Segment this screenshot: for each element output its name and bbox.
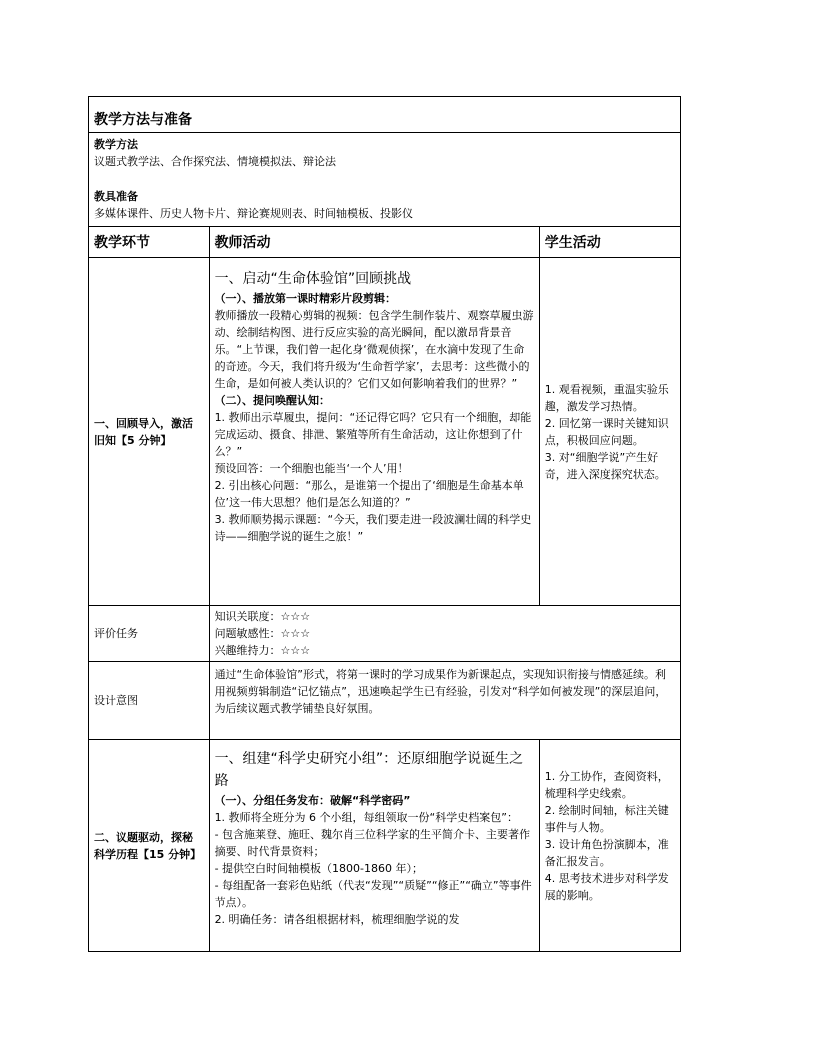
stage1-student-item: 3. 对“细胞学说”产生好奇，进入深度探究状态。 — [544, 450, 666, 481]
stage2-p2: - 包含施莱登、施旺、魏尔肖三位科学家的生平简介卡、主要著作摘要、时代背景资料； — [214, 828, 531, 858]
stage2-row — [89, 740, 681, 952]
stage2-student-item: 2. 绘制时间轴，标注关键事件与人物。 — [544, 804, 669, 834]
eval-label: 评价任务 — [89, 606, 210, 662]
lesson-plan-table — [88, 96, 681, 952]
stage1-students — [539, 258, 680, 606]
stage1-sub2: （二）、提问唤醒认知： — [214, 394, 331, 407]
stage1-p1: 教师播放一段精心剪辑的视频：包含学生制作装片、观察草履虫游动、绘制结构图、进行反应实验的高光瞬间，配以激昂背景音乐。“上节课，我们曾一起化身‘微观侦探’，在水滴中发现了生命的奇迹。今天，我们将升级为‘生命哲学家’，去思考：这些微小的生命，是如何被人类认识的？它们又如何影响着我们的世界？” — [214, 309, 534, 390]
header-teacher: 教师活动 — [209, 227, 539, 258]
eval-row — [89, 606, 681, 662]
stage2-p3: - 提供空白时间轴模板（1800-1860 年）； — [214, 862, 423, 875]
stage1-p4: 2. 引出核心问题：“那么，是谁第一个提出了‘细胞是生命基本单位’这一伟大思想？他们是怎么知道的？” — [214, 479, 524, 509]
lesson-plan-page — [88, 96, 681, 952]
stage2-students — [539, 740, 680, 952]
eval-item: 问题敏感性：☆☆☆ — [214, 627, 311, 640]
tools-text: 多媒体课件、历史人物卡片、辩论赛规则表、时间轴模板、投影仪 — [94, 207, 413, 220]
method-text: 议题式教学法、合作探究法、情境模拟法、辩论法 — [94, 155, 336, 168]
stage2-p5: 2. 明确任务：请各组根据材料，梳理细胞学说的发 — [214, 913, 460, 926]
stage2-p1: 1. 教师将全班分为 6 个小组，每组领取一份“科学史档案包”： — [214, 811, 518, 824]
stage2-label: 二、议题驱动，探秘科学历程【15 分钟】 — [89, 740, 210, 952]
stage2-student-item: 1. 分工协作，查阅资料，梳理科学史线索。 — [544, 770, 669, 800]
header-stage: 教学环节 — [89, 227, 210, 258]
stage1-student-item: 2. 回忆第一课时关键知识点，积极回应问题。 — [544, 416, 669, 447]
design-text: 通过“生命体验馆”形式，将第一课时的学习成果作为新课起点，实现知识衔接与情感延续。利用视频剪辑制造“记忆锚点”，迅速唤起学生已有经验，引发对“科学如何被发现”的深层追问，为后续议题式教学铺垫良好氛围。 — [209, 662, 680, 740]
stage1-p3: 预设回答：一个细胞也能当‘一个人’用！ — [214, 462, 409, 475]
stage2-student-item: 4. 思考技术进步对科学发展的影响。 — [544, 872, 669, 902]
stage1-row — [89, 258, 681, 606]
stage1-student-item: 1. 观看视频，重温实验乐趣，激发学习热情。 — [544, 382, 669, 413]
eval-item: 知识关联度：☆☆☆ — [214, 610, 311, 623]
stage1-title: 一、启动“生命体验馆”回顾挑战 — [214, 271, 412, 287]
stage1-p5: 3. 教师顺势揭示课题：“今天，我们要走进一段波澜壮阔的科学史诗——细胞学说的诞生之旅！” — [214, 513, 532, 543]
design-row — [89, 662, 681, 740]
header-student: 学生活动 — [539, 227, 680, 258]
stage2-title: 一、组建“科学史研究小组”：还原细胞学说诞生之路 — [214, 751, 524, 789]
eval-items — [209, 606, 680, 662]
stage2-student-item: 3. 设计角色扮演脚本，准备汇报发言。 — [544, 838, 669, 868]
header-row — [89, 227, 681, 258]
method-heading: 教学方法 — [94, 138, 138, 151]
stage1-teacher — [209, 258, 539, 606]
tools-heading: 教具准备 — [94, 190, 138, 203]
stage1-label: 一、回顾导入，激活旧知【5 分钟】 — [89, 258, 210, 606]
stage1-sub1: （一）、播放第一课时精彩片段剪辑： — [214, 292, 397, 305]
section-title-row — [89, 97, 681, 133]
design-label: 设计意图 — [89, 662, 210, 740]
stage2-sub1: （一）、分组任务发布：破解“科学密码” — [214, 794, 411, 807]
stage2-p4: - 每组配备一套彩色贴纸（代表“发现”“质疑”“修正”“确立”等事件节点）。 — [214, 879, 532, 909]
section-title: 教学方法与准备 — [89, 97, 681, 133]
method-row — [89, 133, 681, 227]
stage1-p2: 1. 教师出示草履虫，提问：“还记得它吗？它只有一个细胞，却能完成运动、摄食、排泄、繁殖等所有生命活动，这让你想到了什么？” — [214, 411, 532, 458]
eval-item: 兴趣维持力：☆☆☆ — [214, 644, 311, 657]
stage2-teacher — [209, 740, 539, 952]
